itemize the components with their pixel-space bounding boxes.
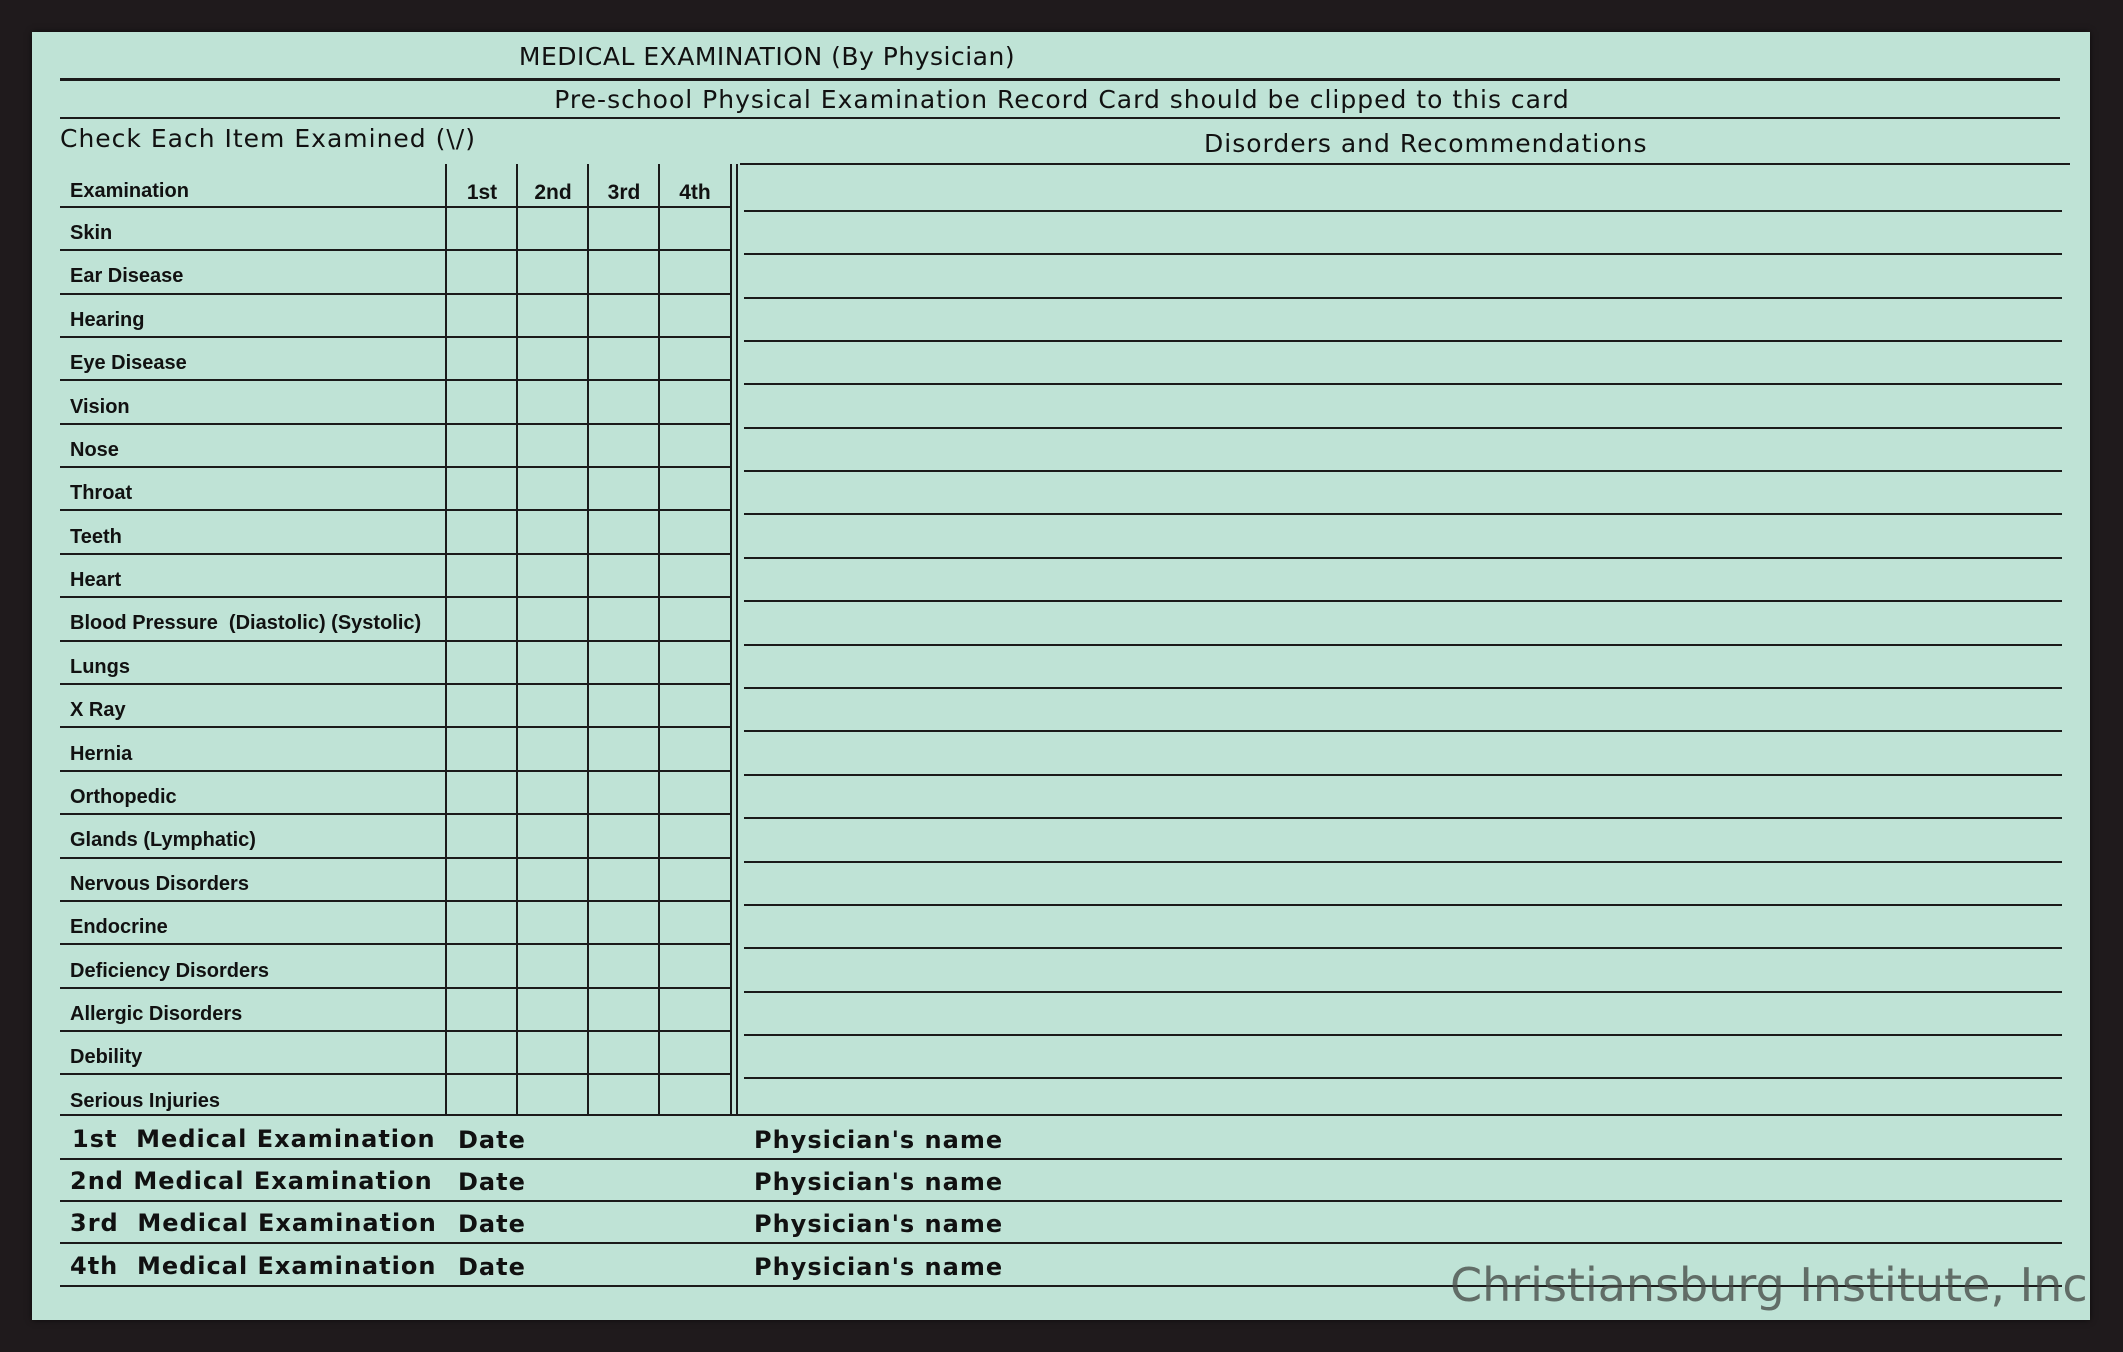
column-header-4th: 4th (679, 181, 711, 204)
row-rule (60, 553, 730, 555)
item-label-allergic-disorders: Allergic Disorders (70, 1003, 243, 1025)
disorders-line (744, 1034, 2062, 1036)
disorders-line (744, 210, 2062, 212)
row-rule (60, 640, 730, 642)
top-rule (60, 78, 2060, 81)
item-label-heart: Heart (70, 569, 122, 591)
card-subtitle: Pre-school Physical Examination Record Card should be clipped to this card (554, 85, 1570, 114)
item-label-hearing: Hearing (70, 309, 145, 331)
item-label-teeth: Teeth (70, 526, 122, 548)
exam-record-date-1: Date (458, 1126, 526, 1154)
disorders-line (744, 991, 2062, 993)
row-rule (60, 813, 730, 815)
watermark: Christiansburg Institute, Inc (1450, 1258, 2088, 1312)
row-rule (60, 900, 730, 902)
disorders-line (744, 383, 2062, 385)
disorders-line (744, 644, 2062, 646)
column-header-1st: 1st (466, 181, 498, 204)
examination-column-header: Examination (70, 180, 189, 202)
column-divider (445, 164, 447, 1114)
exam-record-label-2: 2nd Medical Examination (70, 1167, 433, 1195)
disorders-line (744, 427, 2062, 429)
item-label-throat: Throat (70, 482, 133, 504)
item-label-vision: Vision (70, 396, 130, 418)
exam-record-label-1: 1st Medical Examination (72, 1125, 436, 1153)
subtitle-rule (60, 117, 2060, 119)
disorders-line (744, 774, 2062, 776)
exam-record-label-4: 4th Medical Examination (70, 1252, 437, 1280)
check-heading: Check Each Item Examined (\/) (60, 124, 476, 153)
item-label-serious-injuries: Serious Injuries (70, 1090, 221, 1112)
row-rule (60, 379, 730, 381)
row-rule (60, 466, 730, 468)
exam-record-physician-4: Physician's name (754, 1253, 1004, 1281)
table-bottom-rule (60, 1114, 2062, 1116)
disorders-line (744, 861, 2062, 863)
exam-record-date-2: Date (458, 1168, 526, 1196)
disorders-line (744, 1077, 2062, 1079)
item-label-orthopedic: Orthopedic (70, 786, 177, 808)
item-label-nervous-disorders: Nervous Disorders (70, 873, 249, 895)
disorders-line (744, 470, 2062, 472)
row-rule (60, 509, 730, 511)
item-label-x-ray: X Ray (70, 699, 126, 721)
row-rule (60, 770, 730, 772)
row-rule (60, 596, 730, 598)
exam-record-label-3: 3rd Medical Examination (70, 1209, 437, 1237)
row-rule (60, 1030, 730, 1032)
disorders-line (744, 253, 2062, 255)
disorders-line (744, 730, 2062, 732)
item-label-skin: Skin (70, 222, 113, 244)
item-label-ear-disease: Ear Disease (70, 265, 184, 287)
row-rule (60, 987, 730, 989)
disorders-line (744, 904, 2062, 906)
exam-record-physician-2: Physician's name (754, 1168, 1004, 1196)
exam-record-physician-1: Physician's name (754, 1126, 1004, 1154)
item-label-lungs: Lungs (70, 656, 130, 678)
row-rule (60, 1073, 730, 1075)
item-label-endocrine: Endocrine (70, 916, 168, 938)
item-label-debility: Debility (70, 1046, 143, 1068)
exam-record-rule (60, 1200, 2062, 1202)
column-divider (587, 164, 589, 1114)
exam-record-date-4: Date (458, 1253, 526, 1281)
column-header-2nd: 2nd (534, 181, 572, 204)
disorders-line (744, 817, 2062, 819)
row-rule (60, 683, 730, 685)
column-divider (730, 164, 732, 1114)
item-label-hernia: Hernia (70, 743, 133, 765)
disorders-line (744, 947, 2062, 949)
column-divider (516, 164, 518, 1114)
row-rule (60, 293, 730, 295)
disorders-line (744, 297, 2062, 299)
row-rule (60, 206, 730, 208)
disorders-line (744, 557, 2062, 559)
row-rule (60, 726, 730, 728)
exam-record-rule (60, 1242, 2062, 1244)
column-divider (736, 164, 738, 1114)
row-rule (60, 336, 730, 338)
examination-card (32, 32, 2090, 1320)
heading-rule (740, 163, 2070, 165)
item-label-nose: Nose (70, 439, 119, 461)
disorders-line (744, 340, 2062, 342)
item-label-eye-disease: Eye Disease (70, 352, 187, 374)
item-label-blood-pressure: Blood Pressure (Diastolic) (Systolic) (70, 612, 422, 634)
exam-record-physician-3: Physician's name (754, 1210, 1004, 1238)
item-label-deficiency-disorders: Deficiency Disorders (70, 960, 269, 982)
disorders-line (744, 687, 2062, 689)
item-label-glands: Glands (Lymphatic) (70, 829, 256, 851)
exam-record-rule (60, 1158, 2062, 1160)
disorders-heading: Disorders and Recommendations (1204, 129, 1648, 158)
row-rule (60, 943, 730, 945)
column-divider (658, 164, 660, 1114)
row-rule (60, 857, 730, 859)
exam-record-date-3: Date (458, 1210, 526, 1238)
card-title: MEDICAL EXAMINATION (By Physician) (518, 42, 1016, 71)
disorders-line (744, 600, 2062, 602)
disorders-line (744, 513, 2062, 515)
row-rule (60, 249, 730, 251)
column-header-3rd: 3rd (607, 181, 641, 204)
row-rule (60, 423, 730, 425)
